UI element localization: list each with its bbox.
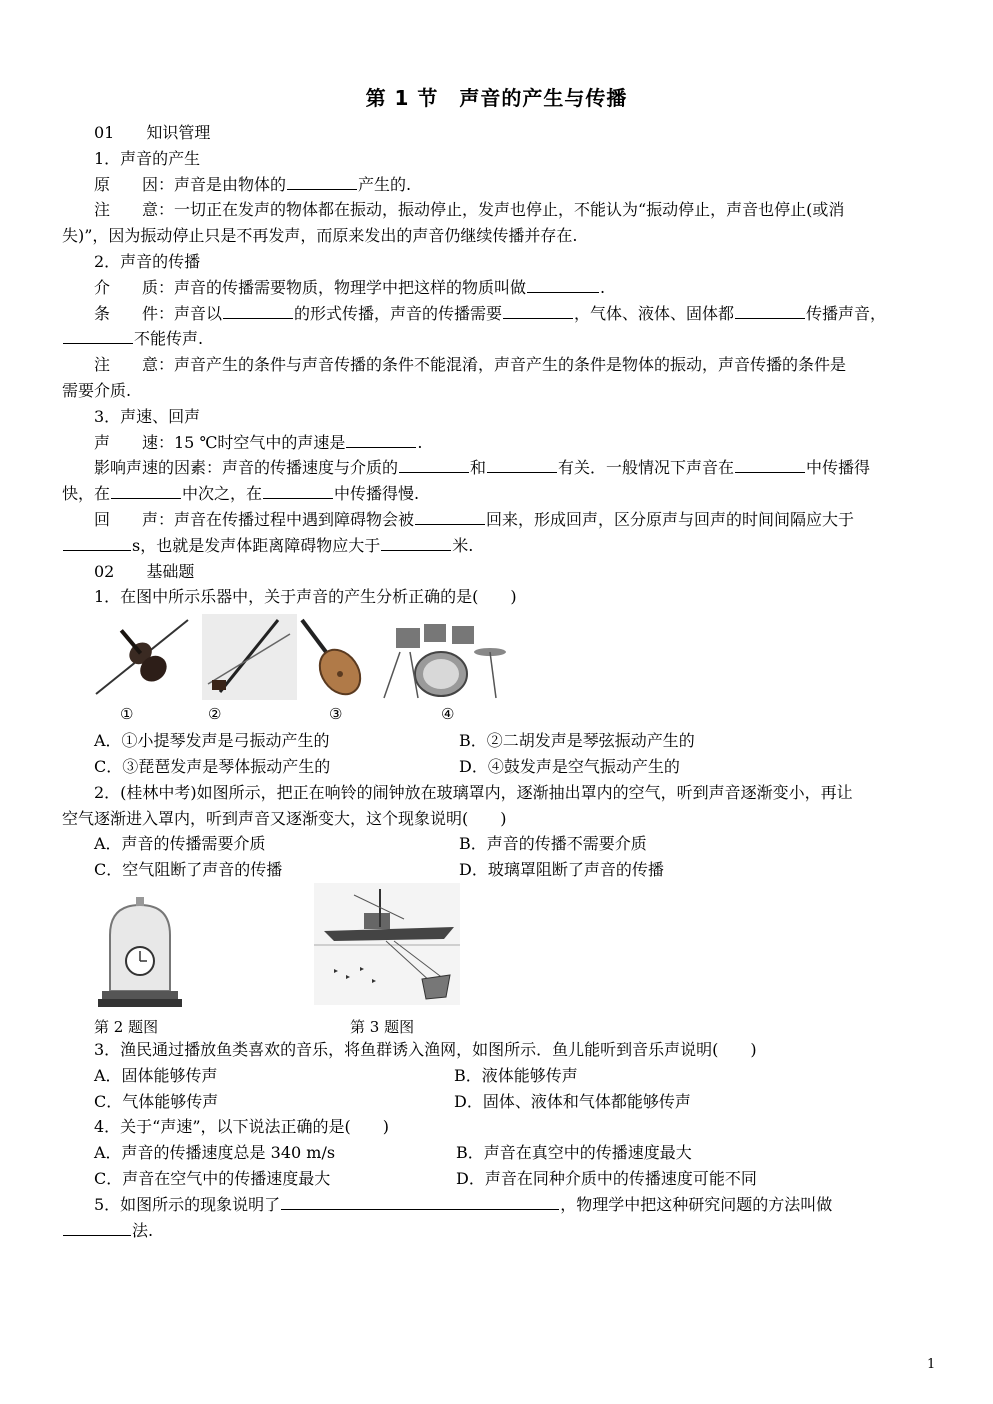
condition-line-2: 不能传声. bbox=[62, 326, 932, 352]
answer-blank[interactable] bbox=[415, 508, 485, 525]
note-2-line-1: 注 意：声音产生的条件与声音传播的条件不能混淆，声音产生的条件是物体的振动，声音传播的条件是 bbox=[94, 355, 847, 375]
note-1-line-1: 注 意：一切正在发声的物体都在振动，振动停止，发声也停止，不能认为“振动停止，声音也停止(或消 bbox=[94, 200, 845, 220]
answer-blank[interactable] bbox=[735, 302, 805, 319]
answer-blank[interactable] bbox=[63, 1219, 131, 1236]
note-1-line-2: 失)”，因为振动停止只是不再发声，而原来发出的声音仍继续传播并存在. bbox=[62, 226, 578, 246]
option-c[interactable]: C．声音在空气中的传播速度最大 bbox=[94, 1168, 331, 1188]
figure-label-3: ③ bbox=[329, 705, 343, 724]
option-a[interactable]: A．①小提琴发声是弓振动产生的 bbox=[94, 731, 330, 751]
heading-sound-propagation: 2．声音的传播 bbox=[94, 251, 201, 271]
answer-blank[interactable] bbox=[63, 327, 133, 344]
question-1: 1．在图中所示乐器中，关于声音的产生分析正确的是( ) bbox=[94, 587, 517, 607]
figure-3-caption: 第 3 题图 bbox=[350, 1017, 415, 1036]
q1-options-row-1 bbox=[62, 728, 932, 754]
factors-line-2: 快，在 中次之，在 中传播得慢. bbox=[62, 484, 420, 504]
option-a[interactable]: A．声音的传播速度总是 340 m/s bbox=[94, 1143, 336, 1163]
heading-speed-echo: 3．声速、回声 bbox=[94, 406, 201, 426]
worksheet-body bbox=[62, 120, 932, 1243]
violin-icon bbox=[92, 616, 192, 698]
option-a[interactable]: A．固体能够传声 bbox=[94, 1065, 218, 1085]
figure-label-4: ④ bbox=[441, 705, 455, 724]
answer-blank[interactable] bbox=[735, 456, 805, 473]
option-d[interactable]: D．玻璃罩阻断了声音的传播 bbox=[459, 860, 664, 880]
answer-blank[interactable] bbox=[346, 431, 416, 448]
section-02-heading: 02 基础题 bbox=[94, 561, 195, 581]
answer-blank[interactable] bbox=[527, 276, 599, 293]
fishing-boat-icon bbox=[314, 883, 460, 1005]
drum-kit-icon bbox=[370, 612, 512, 700]
answer-blank[interactable] bbox=[223, 302, 293, 319]
pipa-icon bbox=[290, 616, 370, 700]
answer-blank[interactable] bbox=[263, 482, 333, 499]
cause-line: 原 因：声音是由物体的 产生的. bbox=[94, 174, 412, 194]
erhu-icon bbox=[202, 614, 297, 700]
answer-blank[interactable] bbox=[503, 302, 573, 319]
option-d[interactable]: D．声音在同种介质中的传播速度可能不同 bbox=[456, 1168, 757, 1188]
section-01-heading: 01 知识管理 bbox=[94, 123, 211, 142]
page-title: 第 1 节 声音的产生与传播 bbox=[365, 86, 628, 110]
figure-2-caption: 第 2 题图 bbox=[94, 1017, 159, 1036]
echo-line-2: s，也就是发声体距离障碍物应大于 米. bbox=[62, 533, 932, 559]
answer-blank[interactable] bbox=[399, 456, 469, 473]
question-4: 4．关于“声速”，以下说法正确的是( ) bbox=[94, 1117, 390, 1137]
option-c[interactable]: C．③琵琶发声是琴体振动产生的 bbox=[94, 756, 331, 776]
note-2-line-2: 需要介质. bbox=[62, 380, 132, 400]
instrument-figures bbox=[62, 610, 932, 728]
option-a[interactable]: A．声音的传播需要介质 bbox=[94, 834, 266, 854]
question-5: 5．如图所示的现象说明了 ，物理学中把这种研究问题的方法叫做 bbox=[94, 1194, 833, 1214]
q2-options-row-2 bbox=[62, 857, 932, 883]
answer-blank[interactable] bbox=[281, 1193, 559, 1210]
q3-options-row-1 bbox=[62, 1063, 932, 1089]
heading-sound-production: 1．声音的产生 bbox=[94, 148, 201, 168]
medium-line: 介 质：声音的传播需要物质，物理学中把这样的物质叫做 . bbox=[94, 277, 606, 297]
q4-options-row-2 bbox=[62, 1166, 932, 1192]
option-b[interactable]: B．声音的传播不需要介质 bbox=[459, 834, 647, 854]
bell-jar-icon bbox=[98, 895, 182, 1011]
echo-line: 回 声：声音在传播过程中遇到障碍物会被 回来，形成回声，区分原声与回声的时间间隔应大于 bbox=[94, 509, 855, 529]
question-3: 3．渔民通过播放鱼类喜欢的音乐，将鱼群诱入渔网，如图所示．鱼儿能听到音乐声说明( ) bbox=[94, 1039, 757, 1059]
option-b[interactable]: B．液体能够传声 bbox=[454, 1065, 578, 1085]
answer-blank[interactable] bbox=[111, 482, 181, 499]
option-d[interactable]: D．④鼓发声是空气振动产生的 bbox=[459, 756, 680, 776]
option-b[interactable]: B．②二胡发声是琴弦振动产生的 bbox=[459, 731, 695, 751]
q3-options-row-2 bbox=[62, 1089, 932, 1115]
answer-blank[interactable] bbox=[287, 173, 357, 190]
option-c[interactable]: C．气体能够传声 bbox=[94, 1091, 219, 1111]
option-b[interactable]: B．声音在真空中的传播速度最大 bbox=[456, 1143, 692, 1163]
condition-line: 条 件：声音以 的形式传播，声音的传播需要 ，气体、液体、固体都 传播声音， bbox=[94, 303, 887, 323]
question-2-line-1: 2．(桂林中考)如图所示，把正在响铃的闹钟放在玻璃罩内，逐渐抽出罩内的空气，听到声音逐渐变小，再让 bbox=[94, 782, 853, 802]
answer-blank[interactable] bbox=[381, 534, 451, 551]
answer-blank[interactable] bbox=[487, 456, 557, 473]
q4-options-row-1 bbox=[62, 1140, 932, 1166]
speed-line: 声 速：15 ℃时空气中的声速是 . bbox=[94, 432, 423, 452]
page-number: 1 bbox=[927, 1357, 936, 1372]
q1-options-row-2 bbox=[62, 754, 932, 780]
question-2-3-figures bbox=[62, 883, 932, 1037]
figure-label-2: ② bbox=[208, 705, 222, 724]
option-d[interactable]: D．固体、液体和气体都能够传声 bbox=[454, 1091, 691, 1111]
factors-line: 影响声速的因素：声音的传播速度与介质的 和 有关．一般情况下声音在 中传播得 bbox=[94, 458, 871, 478]
answer-blank[interactable] bbox=[63, 534, 131, 551]
question-2-line-2: 空气逐渐进入罩内，听到声音又逐渐变大，这个现象说明( ) bbox=[62, 808, 507, 828]
q2-options-row-1 bbox=[62, 831, 932, 857]
option-c[interactable]: C．空气阻断了声音的传播 bbox=[94, 860, 283, 880]
question-5-line-2: 法. bbox=[62, 1218, 932, 1244]
figure-label-1: ① bbox=[120, 705, 134, 724]
